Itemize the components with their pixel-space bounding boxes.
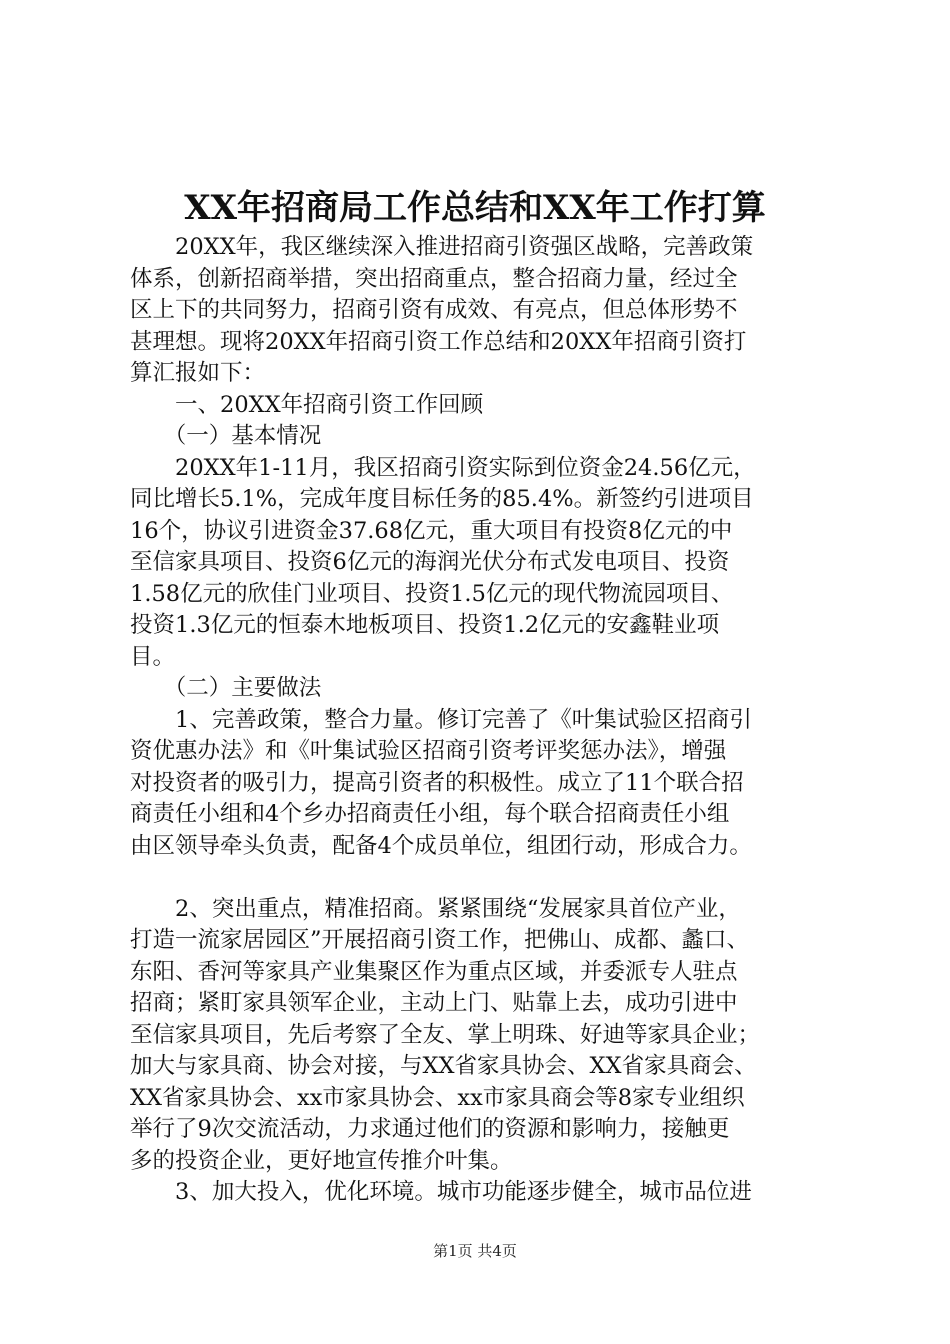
text-line: 招商；紧盯家具领军企业，主动上门、贴靠上去，成功引进中: [130, 990, 738, 1016]
text-line: 2、突出重点，精准招商。紧紧围绕“发展家具首位产业，: [130, 895, 741, 922]
section-heading: 一、20XX年招商引资工作回顾: [130, 391, 484, 418]
text-line: 对投资者的吸引力，提高引资者的积极性。成立了11个联合招: [130, 769, 744, 796]
text-line: 打造一流家居园区”开展招商引资工作，把佛山、成都、蠡口、: [130, 927, 750, 953]
text-line: 举行了9次交流活动，力求通过他们的资源和影响力，接触更: [130, 1116, 730, 1142]
text-line: 多的投资企业，更好地宣传推介叶集。: [130, 1147, 513, 1174]
blank-line: [130, 862, 830, 894]
text-line: 资优惠办法》和《叶集试验区招商引资考评奖惩办法》，增强: [130, 738, 727, 764]
text-line: 加大与家具商、协会对接，与XX省家具协会、XX省家具商会、: [130, 1053, 757, 1079]
text-line: 东阳、香河等家具产业集聚区作为重点区域，并委派专人驻点: [130, 958, 738, 985]
text-line: 同比增长5.1%，完成年度目标任务的85.4%。新签约引进项目: [130, 486, 754, 512]
text-line: 目。: [130, 643, 176, 670]
text-line: 1、完善政策，整合力量。修订完善了《叶集试验区招商引: [130, 706, 752, 733]
text-line: 至信家具项目、投资6亿元的海润光伏分布式发电项目、投资: [130, 549, 730, 575]
text-line: 甚理想。现将20XX年招商引资工作总结和20XX年招商引资打: [130, 328, 747, 355]
text-line: 1.58亿元的欣佳门业项目、投资1.5亿元的现代物流园项目、: [130, 580, 734, 607]
page-number: 第1页 共4页: [433, 1242, 517, 1260]
text-line: 算汇报如下：: [130, 360, 266, 386]
text-line: 商责任小组和4个乡办招商责任小组，每个联合招商责任小组: [130, 801, 730, 827]
text-line: 由区领导牵头负责，配备4个成员单位，组团行动，形成合力。: [130, 832, 752, 859]
text-line: 至信家具项目，先后考察了全友、掌上明珠、好迪等家具企业；: [130, 1021, 761, 1048]
document-body: [130, 232, 830, 1209]
text-line: 区上下的共同努力，招商引资有成效、有亮点，但总体形势不: [130, 297, 738, 323]
subsection-heading: （二）主要做法: [130, 675, 322, 701]
text-line: 20XX年1-11月，我区招商引资实际到位资金24.56亿元，: [130, 454, 756, 481]
subsection-heading: （一）基本情况: [130, 423, 322, 449]
text-line: 3、加大投入，优化环境。城市功能逐步健全，城市品位进: [130, 1179, 752, 1205]
text-line: 16个，协议引进资金37.68亿元，重大项目有投资8亿元的中: [130, 517, 733, 544]
text-line: XX省家具协会、xx市家具协会、xx市家具商会等8家专业组织: [130, 1084, 745, 1111]
text-line: 20XX年，我区继续深入推进招商引资强区战略，完善政策: [130, 234, 754, 260]
text-line: 体系，创新招商举措，突出招商重点，整合招商力量，经过全: [130, 265, 738, 292]
text-line: 投资1.3亿元的恒泰木地板项目、投资1.2亿元的安鑫鞋业项: [130, 612, 720, 638]
document-title: XX年招商局工作总结和XX年工作打算: [184, 188, 766, 228]
